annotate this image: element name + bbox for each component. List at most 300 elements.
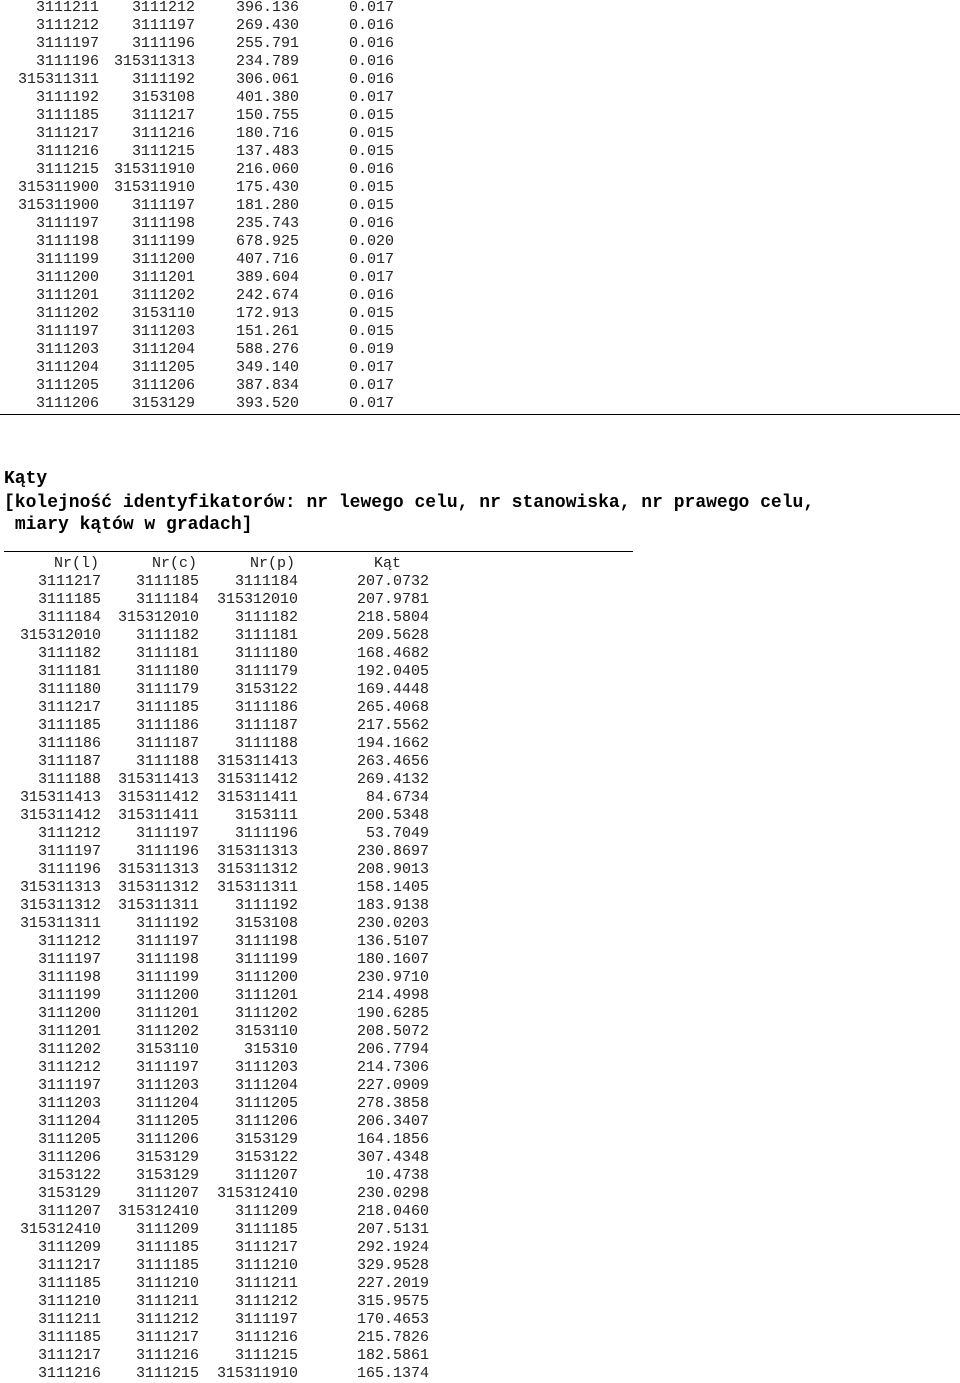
- angle-row: [0, 1077, 429, 1095]
- cell-station: 3111217: [135, 1329, 199, 1346]
- cell-accuracy: 0.015: [348, 179, 394, 196]
- cell-right-target: 3111179: [234, 663, 298, 680]
- cell-station: 3111185: [135, 1239, 199, 1256]
- angle-row: [0, 1347, 429, 1365]
- observation-row: [0, 233, 394, 251]
- cell-accuracy: 0.017: [348, 269, 394, 286]
- cell-right-target: 3111197: [234, 1311, 298, 1328]
- cell-left-target: 3111200: [37, 1005, 101, 1022]
- cell-right-target: 3111216: [234, 1329, 298, 1346]
- cell-left-target: 3111199: [37, 987, 101, 1004]
- cell-station: 3111215: [135, 1365, 199, 1382]
- cell-angle: 158.1405: [356, 879, 429, 896]
- cell-angle: 307.4348: [356, 1149, 429, 1166]
- angle-row: [0, 753, 429, 771]
- cell-right-target: 3111180: [234, 645, 298, 662]
- cell-left-target: 315311311: [19, 915, 101, 932]
- cell-right-target: 3111212: [234, 1293, 298, 1310]
- observation-row: [0, 53, 394, 71]
- angle-row: [0, 1275, 429, 1293]
- cell-left-target: 315311312: [19, 897, 101, 914]
- angle-row: [0, 879, 429, 897]
- cell-right-target: 3111201: [234, 987, 298, 1004]
- cell-left-target: 3111206: [37, 1149, 101, 1166]
- cell-station: 315311413: [117, 771, 199, 788]
- cell-right-target: 3111202: [234, 1005, 298, 1022]
- cell-right-target: 3111217: [234, 1239, 298, 1256]
- cell-angle: 206.3407: [356, 1113, 429, 1130]
- cell-left-target: 3111185: [37, 591, 101, 608]
- cell-right-target: 3111196: [234, 825, 298, 842]
- cell-left-target: 3111201: [37, 1023, 101, 1040]
- cell-to-point: 3111215: [131, 143, 195, 160]
- angle-row: [0, 573, 429, 591]
- cell-distance: 255.791: [235, 35, 299, 52]
- cell-station: 3153129: [135, 1149, 199, 1166]
- cell-distance: 234.789: [235, 53, 299, 70]
- cell-left-target: 3111212: [37, 1059, 101, 1076]
- angle-row: [0, 591, 429, 609]
- cell-accuracy: 0.019: [348, 341, 394, 358]
- cell-angle: 217.5562: [356, 717, 429, 734]
- cell-station: 3111203: [135, 1077, 199, 1094]
- cell-right-target: 315311910: [216, 1365, 298, 1382]
- observation-row: [0, 341, 394, 359]
- cell-station: 3111201: [135, 1005, 199, 1022]
- angle-row: [0, 897, 429, 915]
- cell-to-point: 315311910: [113, 161, 195, 178]
- cell-from-point: 3111202: [35, 305, 99, 322]
- cell-station: 315311412: [117, 789, 199, 806]
- angle-row: [0, 627, 429, 645]
- cell-angle: 190.6285: [356, 1005, 429, 1022]
- cell-from-point: 3111199: [35, 251, 99, 268]
- cell-to-point: 315311910: [113, 179, 195, 196]
- angle-row: [0, 915, 429, 933]
- cell-to-point: 3153110: [131, 305, 195, 322]
- cell-accuracy: 0.016: [348, 161, 394, 178]
- cell-accuracy: 0.015: [348, 305, 394, 322]
- cell-accuracy: 0.017: [348, 395, 394, 412]
- cell-angle: 292.1924: [356, 1239, 429, 1256]
- cell-left-target: 3111210: [37, 1293, 101, 1310]
- cell-from-point: 3111185: [35, 107, 99, 124]
- cell-angle: 168.4682: [356, 645, 429, 662]
- cell-to-point: 3111196: [131, 35, 195, 52]
- cell-right-target: 3111209: [234, 1203, 298, 1220]
- angle-row: [0, 1131, 429, 1149]
- cell-station: 3111200: [135, 987, 199, 1004]
- cell-station: 3111205: [135, 1113, 199, 1130]
- cell-station: 3111209: [135, 1221, 199, 1238]
- angle-row: [0, 1167, 429, 1185]
- cell-station: 3111185: [135, 573, 199, 590]
- cell-right-target: 3111215: [234, 1347, 298, 1364]
- cell-left-target: 3111212: [37, 825, 101, 842]
- cell-station: 3111184: [135, 591, 199, 608]
- angle-row: [0, 951, 429, 969]
- cell-to-point: 3111216: [131, 125, 195, 142]
- angle-row: [0, 1023, 429, 1041]
- cell-angle: 230.9710: [356, 969, 429, 986]
- cell-station: 3111185: [135, 699, 199, 716]
- cell-distance: 306.061: [235, 71, 299, 88]
- observation-row: [0, 197, 394, 215]
- cell-left-target: 3111187: [37, 753, 101, 770]
- cell-right-target: 3111203: [234, 1059, 298, 1076]
- observation-row: [0, 35, 394, 53]
- cell-station: 3153129: [135, 1167, 199, 1184]
- cell-right-target: 3153122: [234, 681, 298, 698]
- section-divider: [0, 414, 960, 415]
- cell-left-target: 315311412: [19, 807, 101, 824]
- cell-angle: 207.5131: [356, 1221, 429, 1238]
- cell-angle: 218.0460: [356, 1203, 429, 1220]
- angle-row: [0, 843, 429, 861]
- cell-from-point: 3111201: [35, 287, 99, 304]
- cell-angle: 165.1374: [356, 1365, 429, 1382]
- cell-angle: 206.7794: [356, 1041, 429, 1058]
- cell-accuracy: 0.016: [348, 53, 394, 70]
- cell-left-target: 3111182: [37, 645, 101, 662]
- cell-right-target: 3111192: [234, 897, 298, 914]
- angle-row: [0, 1095, 429, 1113]
- observation-row: [0, 359, 394, 377]
- cell-left-target: 3111197: [37, 1077, 101, 1094]
- cell-right-target: 3153110: [234, 1023, 298, 1040]
- cell-distance: 180.716: [235, 125, 299, 142]
- cell-accuracy: 0.016: [348, 287, 394, 304]
- cell-angle: 207.0732: [356, 573, 429, 590]
- cell-left-target: 3111203: [37, 1095, 101, 1112]
- observation-row: [0, 71, 394, 89]
- cell-from-point: 3111216: [35, 143, 99, 160]
- cell-left-target: 3111197: [37, 843, 101, 860]
- observation-row: [0, 287, 394, 305]
- cell-station: 3111192: [135, 915, 199, 932]
- cell-distance: 235.743: [235, 215, 299, 232]
- cell-from-point: 315311900: [17, 197, 99, 214]
- cell-right-target: 315311411: [216, 789, 298, 806]
- cell-left-target: 3153129: [37, 1185, 101, 1202]
- cell-from-point: 315311900: [17, 179, 99, 196]
- cell-right-target: 315311313: [216, 843, 298, 860]
- cell-station: 3111197: [135, 933, 199, 950]
- cell-accuracy: 0.015: [348, 107, 394, 124]
- cell-angle: 218.5804: [356, 609, 429, 626]
- cell-angle: 214.7306: [356, 1059, 429, 1076]
- cell-left-target: 3111186: [37, 735, 101, 752]
- angles-section-description: [kolejność identyfikatorów: nr lewego celu, nr stanowiska, nr prawego celu, miary kątów w gradach]: [4, 493, 815, 535]
- cell-to-point: 3111205: [131, 359, 195, 376]
- cell-left-target: 3111217: [37, 1257, 101, 1274]
- observation-row: [0, 17, 394, 35]
- cell-right-target: 3153122: [234, 1149, 298, 1166]
- angles-table: [0, 555, 429, 1383]
- cell-to-point: 315311313: [113, 53, 195, 70]
- cell-distance: 401.380: [235, 89, 299, 106]
- cell-left-target: 315312410: [19, 1221, 101, 1238]
- angles-table-header: [0, 555, 429, 573]
- cell-right-target: 315312010: [216, 591, 298, 608]
- cell-right-target: 3111184: [234, 573, 298, 590]
- column-header-left-target: Nr(l): [53, 555, 99, 572]
- angle-row: [0, 699, 429, 717]
- cell-accuracy: 0.017: [348, 359, 394, 376]
- angle-row: [0, 609, 429, 627]
- cell-from-point: 3111200: [35, 269, 99, 286]
- cell-right-target: 3111199: [234, 951, 298, 968]
- cell-angle: 183.9138: [356, 897, 429, 914]
- cell-station: 3111197: [135, 825, 199, 842]
- observation-row: [0, 395, 394, 413]
- observation-row: [0, 251, 394, 269]
- cell-distance: 389.604: [235, 269, 299, 286]
- cell-to-point: 3111199: [131, 233, 195, 250]
- cell-station: 3111198: [135, 951, 199, 968]
- cell-station: 3111179: [135, 681, 199, 698]
- cell-angle: 207.9781: [356, 591, 429, 608]
- cell-right-target: 3153111: [234, 807, 298, 824]
- cell-distance: 678.925: [235, 233, 299, 250]
- angle-row: [0, 1203, 429, 1221]
- cell-right-target: 3111210: [234, 1257, 298, 1274]
- cell-from-point: 3111196: [35, 53, 99, 70]
- cell-accuracy: 0.017: [348, 0, 394, 16]
- cell-to-point: 3111212: [131, 0, 195, 16]
- observation-row: [0, 179, 394, 197]
- observations-table-body: [0, 0, 394, 413]
- cell-angle: 10.4738: [365, 1167, 429, 1184]
- cell-distance: 396.136: [235, 0, 299, 16]
- angle-row: [0, 789, 429, 807]
- cell-left-target: 3111211: [37, 1311, 101, 1328]
- angle-row: [0, 807, 429, 825]
- cell-left-target: 3111204: [37, 1113, 101, 1130]
- angle-row: [0, 933, 429, 951]
- angle-row: [0, 1239, 429, 1257]
- cell-angle: 315.9575: [356, 1293, 429, 1310]
- observation-row: [0, 89, 394, 107]
- cell-station: 315311311: [117, 897, 199, 914]
- observation-row: [0, 125, 394, 143]
- angle-row: [0, 825, 429, 843]
- cell-accuracy: 0.016: [348, 215, 394, 232]
- cell-station: 3111185: [135, 1257, 199, 1274]
- angle-row: [0, 735, 429, 753]
- cell-station: 3111207: [135, 1185, 199, 1202]
- cell-station: 3111216: [135, 1347, 199, 1364]
- cell-left-target: 3111217: [37, 699, 101, 716]
- observation-row: [0, 269, 394, 287]
- cell-right-target: 315311413: [216, 753, 298, 770]
- cell-angle: 169.4448: [356, 681, 429, 698]
- cell-right-target: 315310: [243, 1041, 298, 1058]
- cell-right-target: 3153108: [234, 915, 298, 932]
- cell-to-point: 3111201: [131, 269, 195, 286]
- cell-distance: 407.716: [235, 251, 299, 268]
- cell-left-target: 3111205: [37, 1131, 101, 1148]
- cell-accuracy: 0.015: [348, 197, 394, 214]
- cell-to-point: 3111192: [131, 71, 195, 88]
- cell-station: 315311313: [117, 861, 199, 878]
- cell-station: 3111210: [135, 1275, 199, 1292]
- cell-angle: 278.3858: [356, 1095, 429, 1112]
- angle-row: [0, 1329, 429, 1347]
- cell-angle: 215.7826: [356, 1329, 429, 1346]
- cell-left-target: 3111184: [37, 609, 101, 626]
- cell-left-target: 315311313: [19, 879, 101, 896]
- cell-angle: 194.1662: [356, 735, 429, 752]
- cell-distance: 588.276: [235, 341, 299, 358]
- cell-station: 3111182: [135, 627, 199, 644]
- cell-from-point: 3111197: [35, 35, 99, 52]
- cell-left-target: 3111217: [37, 573, 101, 590]
- cell-angle: 329.9528: [356, 1257, 429, 1274]
- cell-accuracy: 0.016: [348, 71, 394, 88]
- cell-angle: 164.1856: [356, 1131, 429, 1148]
- cell-angle: 214.4998: [356, 987, 429, 1004]
- cell-left-target: 3111180: [37, 681, 101, 698]
- cell-from-point: 3111205: [35, 377, 99, 394]
- cell-angle: 182.5861: [356, 1347, 429, 1364]
- cell-angle: 208.9013: [356, 861, 429, 878]
- cell-to-point: 3111198: [131, 215, 195, 232]
- cell-accuracy: 0.015: [348, 125, 394, 142]
- cell-right-target: 3111188: [234, 735, 298, 752]
- cell-station: 3111180: [135, 663, 199, 680]
- cell-station: 3111204: [135, 1095, 199, 1112]
- cell-right-target: 3111185: [234, 1221, 298, 1238]
- cell-distance: 150.755: [235, 107, 299, 124]
- cell-angle: 208.5072: [356, 1023, 429, 1040]
- cell-distance: 242.674: [235, 287, 299, 304]
- cell-from-point: 3111203: [35, 341, 99, 358]
- cell-from-point: 3111212: [35, 17, 99, 34]
- cell-accuracy: 0.017: [348, 251, 394, 268]
- cell-to-point: 3111200: [131, 251, 195, 268]
- angle-row: [0, 645, 429, 663]
- cell-from-point: 315311311: [17, 71, 99, 88]
- cell-from-point: 3111192: [35, 89, 99, 106]
- cell-angle: 53.7049: [365, 825, 429, 842]
- cell-right-target: 3111205: [234, 1095, 298, 1112]
- cell-station: 3111212: [135, 1311, 199, 1328]
- angle-row: [0, 861, 429, 879]
- cell-angle: 263.4656: [356, 753, 429, 770]
- angle-row: [0, 717, 429, 735]
- cell-to-point: 3153129: [131, 395, 195, 412]
- column-header-right-target: Nr(p): [249, 555, 295, 572]
- angle-row: [0, 969, 429, 987]
- cell-from-point: 3111206: [35, 395, 99, 412]
- cell-left-target: 3111196: [37, 861, 101, 878]
- cell-angle: 230.0203: [356, 915, 429, 932]
- cell-accuracy: 0.015: [348, 143, 394, 160]
- angle-row: [0, 663, 429, 681]
- angles-header-row: [0, 555, 429, 573]
- observations-table: [0, 0, 394, 413]
- cell-distance: 181.280: [235, 197, 299, 214]
- cell-distance: 172.913: [235, 305, 299, 322]
- observation-row: [0, 143, 394, 161]
- cell-angle: 136.5107: [356, 933, 429, 950]
- angle-row: [0, 987, 429, 1005]
- angle-row: [0, 1005, 429, 1023]
- cell-left-target: 3111197: [37, 951, 101, 968]
- cell-right-target: 3111211: [234, 1275, 298, 1292]
- angles-section-title: Kąty: [4, 469, 48, 489]
- column-header-angle: Kąt: [373, 555, 401, 572]
- cell-right-target: 3111186: [234, 699, 298, 716]
- cell-distance: 387.834: [235, 377, 299, 394]
- cell-left-target: 3153122: [37, 1167, 101, 1184]
- angle-row: [0, 1059, 429, 1077]
- cell-left-target: 3111209: [37, 1239, 101, 1256]
- cell-angle: 227.2019: [356, 1275, 429, 1292]
- angle-row: [0, 771, 429, 789]
- cell-angle: 170.4653: [356, 1311, 429, 1328]
- cell-right-target: 3111198: [234, 933, 298, 950]
- cell-left-target: 315312010: [19, 627, 101, 644]
- observation-row: [0, 107, 394, 125]
- cell-angle: 230.0298: [356, 1185, 429, 1202]
- cell-accuracy: 0.017: [348, 377, 394, 394]
- cell-station: 3111188: [135, 753, 199, 770]
- cell-from-point: 3111197: [35, 215, 99, 232]
- cell-station: 3111206: [135, 1131, 199, 1148]
- angle-row: [0, 1311, 429, 1329]
- cell-station: 3111211: [135, 1293, 199, 1310]
- cell-accuracy: 0.017: [348, 89, 394, 106]
- cell-to-point: 3111202: [131, 287, 195, 304]
- cell-right-target: 315311312: [216, 861, 298, 878]
- angle-row: [0, 1113, 429, 1131]
- cell-right-target: 3111206: [234, 1113, 298, 1130]
- cell-left-target: 3111216: [37, 1365, 101, 1382]
- cell-angle: 192.0405: [356, 663, 429, 680]
- cell-right-target: 3111200: [234, 969, 298, 986]
- cell-right-target: 3111187: [234, 717, 298, 734]
- cell-from-point: 3111211: [35, 0, 99, 16]
- cell-to-point: 3111204: [131, 341, 195, 358]
- cell-station: 3111181: [135, 645, 199, 662]
- observation-row: [0, 215, 394, 233]
- cell-left-target: 3111217: [37, 1347, 101, 1364]
- cell-accuracy: 0.015: [348, 323, 394, 340]
- cell-right-target: 315312410: [216, 1185, 298, 1202]
- angles-table-body: [0, 573, 429, 1383]
- cell-to-point: 3111206: [131, 377, 195, 394]
- cell-right-target: 3111207: [234, 1167, 298, 1184]
- angle-row: [0, 1257, 429, 1275]
- cell-left-target: 3111185: [37, 1329, 101, 1346]
- cell-left-target: 3111181: [37, 663, 101, 680]
- cell-station: 3111202: [135, 1023, 199, 1040]
- cell-left-target: 3111207: [37, 1203, 101, 1220]
- cell-from-point: 3111204: [35, 359, 99, 376]
- angle-row: [0, 1149, 429, 1167]
- cell-to-point: 3111203: [131, 323, 195, 340]
- cell-from-point: 3111198: [35, 233, 99, 250]
- cell-accuracy: 0.016: [348, 35, 394, 52]
- angle-row: [0, 681, 429, 699]
- cell-to-point: 3111197: [131, 17, 195, 34]
- cell-angle: 230.8697: [356, 843, 429, 860]
- table-header-divider: [4, 551, 633, 552]
- angle-row: [0, 1293, 429, 1311]
- cell-angle: 180.1607: [356, 951, 429, 968]
